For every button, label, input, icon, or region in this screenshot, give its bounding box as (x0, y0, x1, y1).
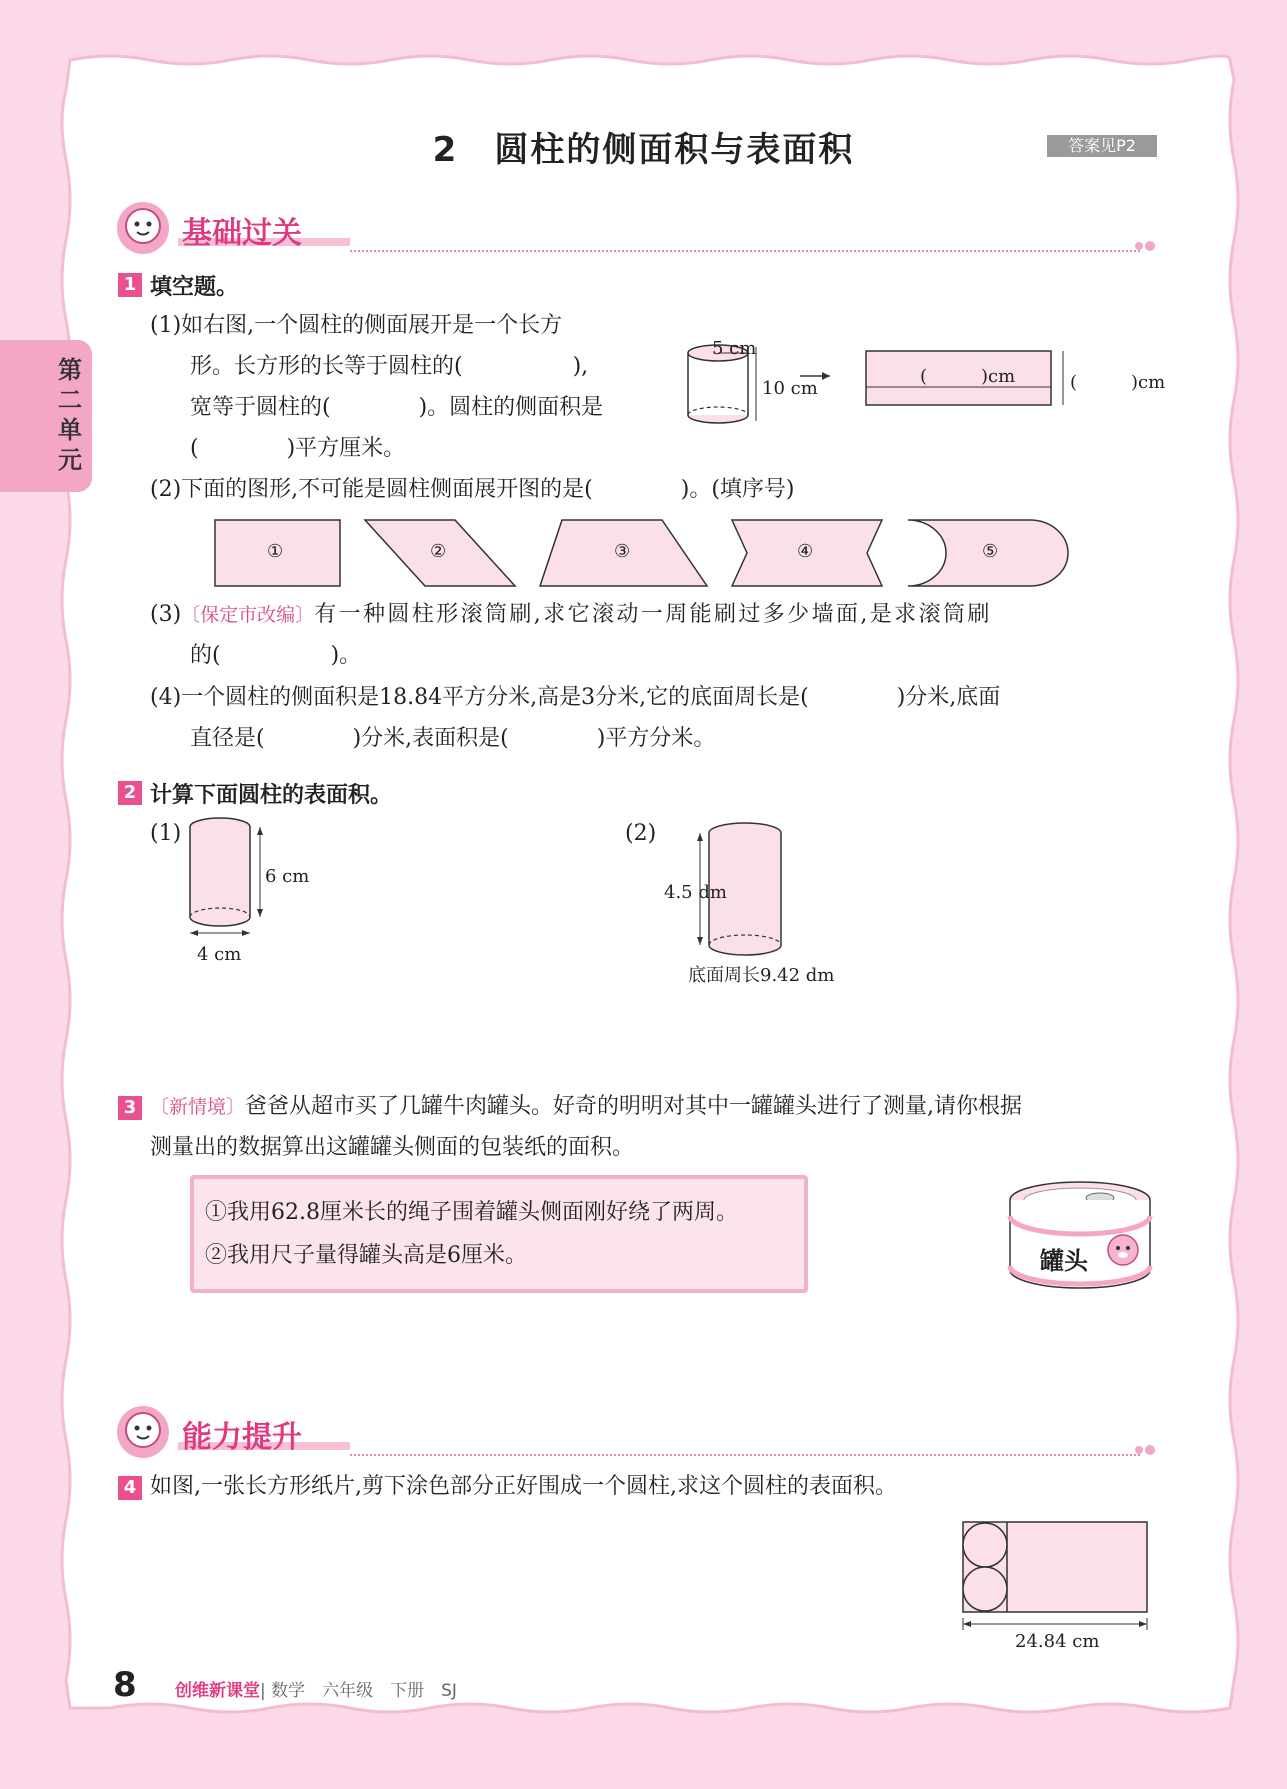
answer-ref-badge: 答案见P2 (1047, 135, 1157, 157)
fig-diameter-label: 5 cm (712, 338, 757, 359)
source-tag: 〔新情境〕 (150, 1096, 246, 1118)
fig-width-blank: ( )cm (1070, 372, 1166, 393)
q4-text: 如图,一张长方形纸片,剪下涂色部分正好围成一个圆柱,求这个圆柱的表面积。 (150, 1474, 897, 1499)
can-icon (1005, 1178, 1155, 1296)
cylinder2-label: (2) (625, 821, 657, 846)
section-title-basic: 基础过关 (182, 216, 302, 251)
question-number: 4 (118, 1476, 142, 1500)
shape-4-label: ④ (797, 541, 814, 562)
cylinder2-circumference: 底面周长9.42 dm (688, 965, 835, 986)
question-number: 2 (118, 781, 142, 805)
q1-part4-line1: (4)一个圆柱的侧面积是18.84平方分米,高是3分米,它的底面周长是( )分米,底面 (150, 685, 1001, 710)
q3-line1: 〔新情境〕爸爸从超市买了几罐牛肉罐头。好奇的明明对其中一罐罐头进行了测量,请你根据 (150, 1094, 1023, 1119)
page-number: 8 (113, 1665, 137, 1705)
cylinder1-label: (1) (150, 821, 182, 846)
fig-length-blank: ( )cm (920, 366, 1016, 387)
shape-1-label: ① (267, 541, 284, 562)
shapes-figure (210, 515, 1090, 591)
q1-part4-line2: 直径是( )分米,表面积是( )平方分米。 (190, 726, 716, 751)
cylinder1-diameter: 4 cm (197, 944, 242, 965)
measurement-box (190, 1175, 808, 1293)
shape-5-label: ⑤ (982, 541, 999, 562)
paper-cut-figure (955, 1518, 1155, 1630)
q1-part3-line1: (3)〔保定市改编〕有一种圆柱形滚筒刷,求它滚动一周能刷过多少墙面,是求滚筒刷 (150, 602, 992, 627)
source-tag: 〔保定市改编〕 (181, 604, 315, 626)
q1-part1-line1: (1)如右图,一个圆柱的侧面展开是一个长方 (150, 313, 563, 338)
section-divider (350, 250, 1140, 252)
unit-side-label: 第 二 单 元 (58, 356, 82, 474)
question-number: 1 (118, 273, 142, 297)
dots-icon (1133, 1442, 1159, 1458)
paper-width-label: 24.84 cm (1015, 1631, 1100, 1652)
cylinder2-height: 4.5 dm (664, 882, 727, 903)
question-number: 3 (118, 1096, 142, 1120)
q1-part1-line3: 宽等于圆柱的( )。圆柱的侧面积是 (190, 395, 604, 420)
question-title: 填空题。 (150, 275, 239, 300)
section-divider (350, 1454, 1140, 1456)
footer-brand: 创维新课堂 (175, 1681, 260, 1701)
q1-part1-line2: 形。长方形的长等于圆柱的( ), (190, 354, 589, 379)
section-title-advanced: 能力提升 (182, 1420, 302, 1455)
shape-2-label: ② (430, 541, 447, 562)
fig-height-label: 10 cm (762, 378, 818, 399)
footer-text: 创维新课堂| 数学 六年级 下册 SJ (175, 1681, 457, 1701)
q1-part2: (2)下面的图形,不可能是圆柱侧面展开图的是( )。(填序号) (150, 477, 795, 502)
page-title: 2 圆柱的侧面积与表面积 (432, 130, 855, 170)
mascot-icon (115, 200, 175, 256)
q1-part3-line2: 的( )。 (190, 643, 362, 668)
measurement-2: ②我用尺子量得罐头高是6厘米。 (205, 1243, 527, 1268)
shape-3-label: ③ (614, 541, 631, 562)
cylinder1-height: 6 cm (265, 866, 310, 887)
q3-line2: 测量出的数据算出这罐罐头侧面的包装纸的面积。 (150, 1135, 635, 1160)
measurement-1: ①我用62.8厘米长的绳子围着罐头侧面刚好绕了两周。 (205, 1200, 738, 1225)
mascot-icon (115, 1404, 175, 1460)
question-title: 计算下面圆柱的表面积。 (150, 783, 393, 808)
can-label: 罐头 (1040, 1247, 1088, 1275)
dots-icon (1133, 238, 1159, 254)
q1-part1-line4: ( )平方厘米。 (190, 436, 406, 461)
